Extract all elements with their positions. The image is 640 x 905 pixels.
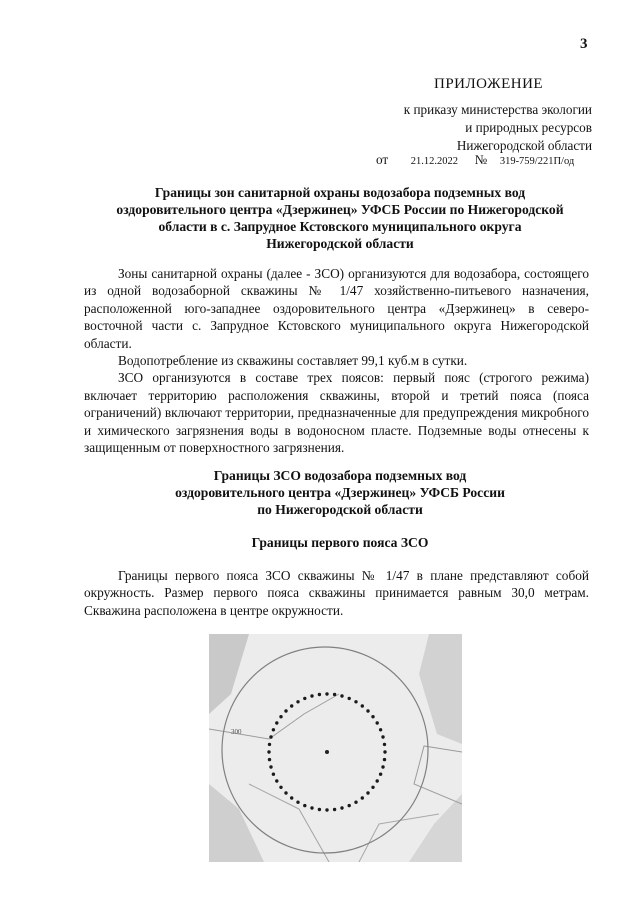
boundary-point (354, 700, 357, 703)
boundary-point (361, 704, 364, 707)
paragraph: Границы первого пояса ЗСО скважины № 1/47 в плане представляют собой окружность. Размер первого пояса скважины принимается равным 30,0 метрам. Скважина расположена в центре окружности. (84, 568, 589, 618)
first-zone-text (84, 567, 589, 619)
boundary-point (269, 765, 272, 768)
appendix-line: и природных ресурсов (465, 120, 592, 135)
boundary-point (310, 694, 313, 697)
boundary-point (340, 694, 343, 697)
boundary-point (333, 693, 336, 696)
section-title-line: по Нижегородской области (257, 502, 423, 517)
boundary-point (310, 806, 313, 809)
order-line (376, 152, 574, 168)
boundary-point (267, 750, 270, 753)
boundary-point (303, 697, 306, 700)
section-title-line: оздоровительного центра «Дзержинец» УФСБ России (175, 485, 505, 500)
title-line: оздоровительного центра «Дзержинец» УФСБ России по Нижегородской (116, 202, 564, 217)
boundary-point (318, 808, 321, 811)
title-line: Границы зон санитарной охраны водозабора подземных вод (154, 185, 526, 200)
title-line: Нижегородской области (266, 236, 414, 251)
appendix-title: ПРИЛОЖЕНИЕ (434, 76, 544, 92)
boundary-point (296, 801, 299, 804)
boundary-point (383, 743, 386, 746)
boundary-point (272, 773, 275, 776)
boundary-point (379, 773, 382, 776)
subsection-title: Границы первого пояса ЗСО (251, 535, 429, 550)
boundary-point (340, 806, 343, 809)
boundary-point (275, 721, 278, 724)
order-prefix: от (376, 152, 389, 167)
boundary-point (296, 700, 299, 703)
boundary-point (366, 709, 369, 712)
paragraph: Зоны санитарной охраны (далее - ЗСО) организуются для водозабора, состоящего из одной водозаборной скважины № 1/47 хозяйственно-питьевого назначения, расположенной юго-западнее оздоровительного центра «Дзержинец» в северо-восточной части с. Запрудное Кстовского муниципального округа Нижегородской области. (84, 266, 589, 351)
number-sign: № (474, 152, 488, 167)
boundary-point (284, 709, 287, 712)
boundary-point (371, 786, 374, 789)
order-date: 21.12.2022 (410, 156, 459, 167)
boundary-point (290, 704, 293, 707)
paragraph: Водопотребление из скважины составляет 99,1 куб.м в сутки. (118, 353, 468, 369)
zone-map-image (209, 634, 462, 862)
paragraph: ЗСО организуются в составе трех поясов: первый пояс (строгого режима) включает территорию расположения скважины, второй и третий пояса (пояса ограничений) включают территории, предназначенные для предупреждения микробного и химического загрязнения воды в водоносном пласте. Подземные воды отнесены к защищенным от поверхностного загрязнения. (84, 370, 589, 456)
boundary-point (383, 750, 386, 753)
section-title-line: Границы ЗСО водозабора подземных вод (213, 468, 467, 483)
boundary-point (318, 693, 321, 696)
intro-text (84, 265, 589, 456)
boundary-point (376, 779, 379, 782)
document-title (60, 184, 620, 252)
boundary-point (376, 721, 379, 724)
boundary-point (371, 715, 374, 718)
boundary-point (272, 728, 275, 731)
boundary-point (325, 808, 328, 811)
boundary-point (284, 791, 287, 794)
boundary-point (361, 796, 364, 799)
boundary-point (354, 801, 357, 804)
boundary-point (269, 735, 272, 738)
well-marker (325, 750, 329, 754)
map-label: 300 (231, 728, 242, 736)
boundary-point (279, 786, 282, 789)
boundary-point (325, 692, 328, 695)
boundary-point (381, 765, 384, 768)
boundary-point (348, 697, 351, 700)
boundary-point (383, 758, 386, 761)
boundary-point (333, 808, 336, 811)
boundary-point (268, 743, 271, 746)
section-title (60, 467, 620, 518)
boundary-point (381, 735, 384, 738)
boundary-point (268, 758, 271, 761)
order-number: 319-759/221П/од (499, 156, 575, 167)
appendix-block (360, 101, 592, 155)
boundary-point (275, 779, 278, 782)
appendix-line: Нижегородской области (456, 138, 592, 153)
boundary-point (290, 796, 293, 799)
boundary-point (366, 791, 369, 794)
boundary-point (348, 804, 351, 807)
title-line: области в с. Запрудное Кстовского муниципального округа (158, 219, 522, 234)
page-number: 3 (580, 36, 588, 52)
appendix-line: к приказу министерства экологии (403, 102, 592, 117)
boundary-point (379, 728, 382, 731)
boundary-point (303, 804, 306, 807)
boundary-point (279, 715, 282, 718)
